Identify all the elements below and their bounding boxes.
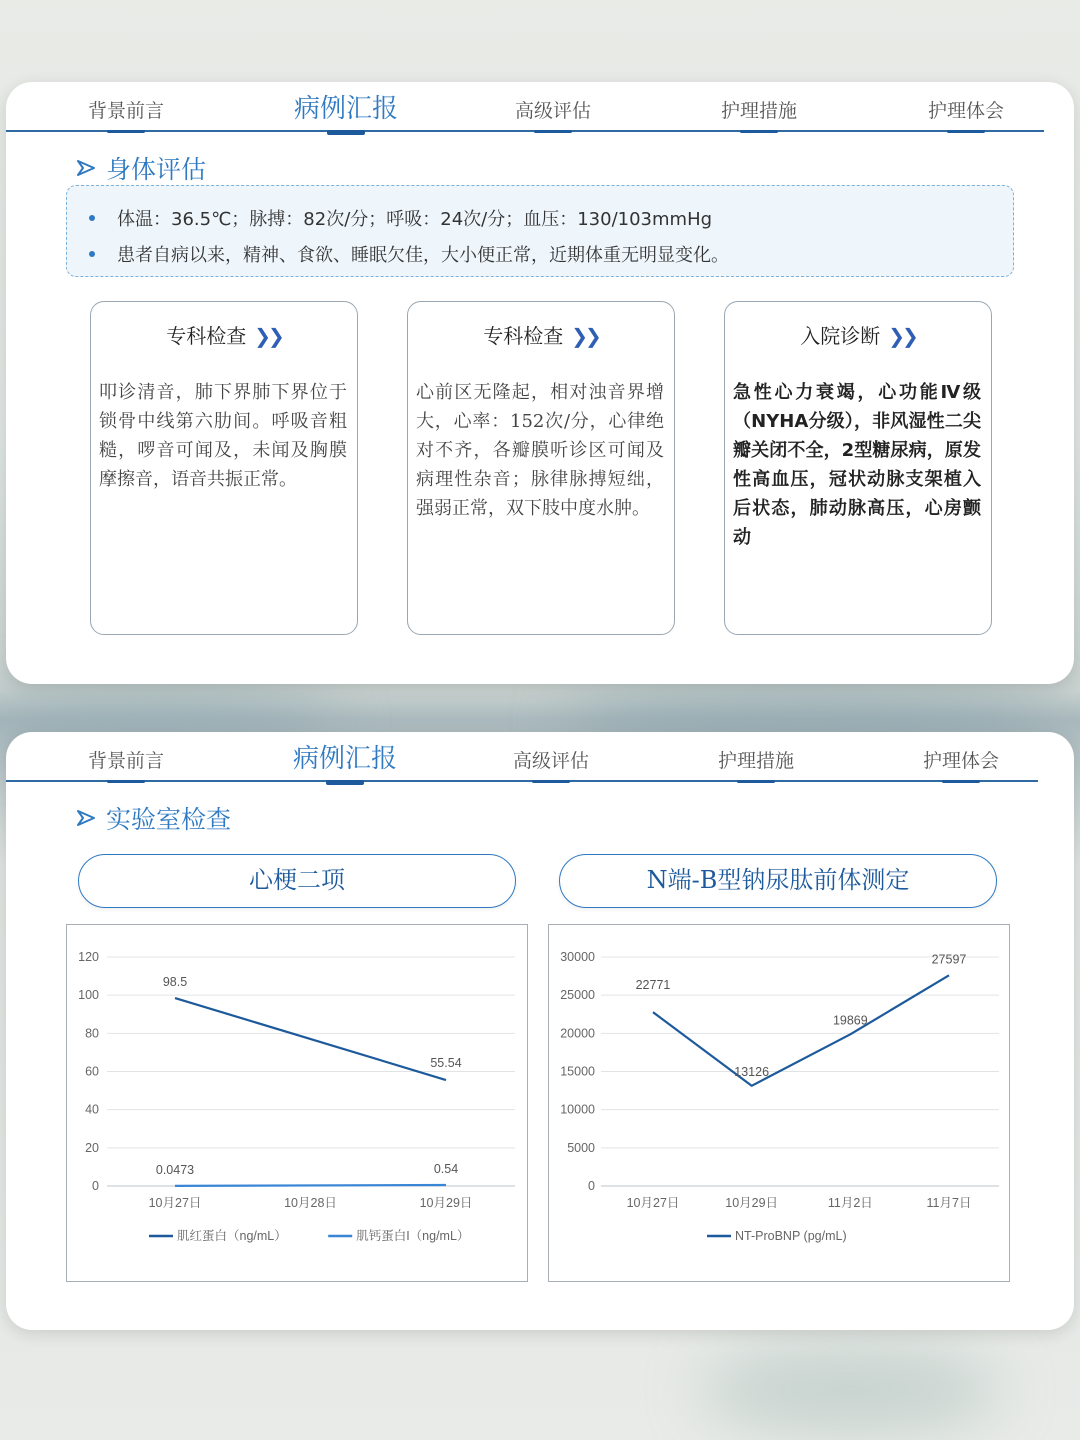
series-line (175, 1185, 446, 1186)
ntprobnp-chart-svg (549, 925, 1011, 1283)
section-title-text: 身体评估 (106, 155, 207, 184)
double-chevron-icon: ❯❯ (254, 324, 282, 348)
y-tick-label: 10000 (560, 1102, 595, 1117)
y-tick-label: 30000 (560, 950, 595, 964)
section-title-text: 实验室检查 (106, 805, 232, 834)
nav-marker (947, 130, 985, 133)
top-nav (6, 82, 1044, 132)
nav-marker-active (326, 780, 364, 785)
data-label: 0.54 (433, 1161, 459, 1176)
nav-tab-advanced-assessment[interactable]: 高级评估 (514, 100, 592, 122)
y-tick-label: 100 (78, 988, 99, 1003)
data-label: 22771 (635, 978, 671, 993)
nav-marker (740, 130, 778, 133)
y-tick-label: 80 (85, 1026, 99, 1041)
list-item (89, 200, 1013, 236)
ntprobnp-chart (548, 924, 1010, 1282)
y-tick-label: 5000 (567, 1140, 595, 1155)
vitals-box (66, 185, 1014, 277)
nav-marker-active (327, 130, 365, 135)
exam-card-title-text: 专科检查 (166, 324, 247, 348)
y-tick-label: 0 (92, 1179, 99, 1193)
y-tick-label: 15000 (560, 1064, 595, 1079)
exam-card-body: 叩诊清音，肺下界肺下界位于锁骨中线第六肋间。呼吸音粗糙，啰音可闻及，未闻及胸膜摩擦音，语音共振正常。 (99, 382, 347, 490)
y-tick-label: 120 (78, 950, 99, 964)
legend-label: NT-ProBNP (pg/mL) (735, 1229, 847, 1243)
nav-tab-case-report[interactable]: 病例汇报 (293, 94, 399, 124)
myocardial-markers-heading: 心梗二项 (78, 854, 516, 908)
data-label: 13126 (734, 1064, 770, 1079)
myocardial-chart-svg (67, 925, 529, 1283)
double-chevron-icon: ❯❯ (571, 324, 599, 348)
data-label: 19869 (832, 1013, 868, 1028)
nav-tab-nursing-measures[interactable]: 护理措施 (720, 100, 798, 122)
exam-card-title-text: 入院诊断 (800, 324, 881, 348)
data-label: 55.54 (430, 1056, 462, 1071)
x-tick-label: 10月28日 (284, 1196, 337, 1210)
arrow-right-icon (76, 808, 96, 828)
x-tick-label: 10月27日 (148, 1196, 202, 1210)
section-title (76, 800, 231, 836)
exam-card-heart (407, 301, 675, 635)
exam-card-lung (90, 301, 358, 635)
exam-card-title (408, 320, 674, 349)
y-tick-label: 25000 (560, 988, 595, 1003)
vitals-text: 体温：36.5℃；脉搏：82次/分；呼吸：24次/分；血压：130/103mmHg (117, 209, 713, 230)
bullet-icon (89, 251, 95, 257)
top-nav (6, 732, 1038, 782)
x-tick-label: 10月27日 (626, 1196, 680, 1210)
y-tick-label: 60 (85, 1064, 99, 1079)
exam-card-body: 急性心力衰竭，心功能Ⅳ级（NYHA分级），非风湿性二尖瓣关闭不全，2型糖尿病，原发性高血压，冠状动脉支架植入后状态，肺动脉高压，心房颤动 (733, 382, 981, 548)
section-title (76, 150, 206, 186)
exam-card-diagnosis (724, 301, 992, 635)
nav-marker (532, 780, 570, 783)
list-item (89, 236, 1013, 272)
y-tick-label: 20000 (560, 1026, 595, 1041)
nav-marker (737, 780, 775, 783)
nav-marker (107, 130, 145, 133)
y-tick-label: 40 (85, 1102, 99, 1117)
bullet-icon (89, 215, 95, 221)
y-tick-label: 20 (85, 1140, 99, 1155)
nav-tab-case-report[interactable]: 病例汇报 (292, 744, 398, 774)
exam-card-title (91, 320, 357, 349)
general-condition-text: 患者自病以来，精神、食欲、睡眠欠佳，大小便正常，近期体重无明显变化。 (117, 245, 729, 266)
arrow-right-icon (76, 158, 96, 178)
x-tick-label: 11月2日 (827, 1196, 873, 1210)
exam-card-title-text: 专科检查 (483, 324, 564, 348)
series-line (175, 998, 446, 1080)
x-tick-label: 10月29日 (725, 1196, 779, 1210)
ntprobnp-heading: N端-B型钠尿肽前体测定 (559, 854, 997, 908)
legend-label: 肌钙蛋白I（ng/mL） (356, 1229, 470, 1243)
nav-tab-nursing-reflection[interactable]: 护理体会 (922, 750, 1000, 772)
data-label: 27597 (931, 952, 967, 967)
exam-card-title (725, 320, 991, 349)
double-chevron-icon: ❯❯ (888, 324, 916, 348)
y-tick-label: 0 (588, 1179, 595, 1193)
series-line (653, 975, 949, 1085)
nav-marker (534, 130, 572, 133)
nav-marker (107, 780, 145, 783)
exam-card-body: 心前区无隆起，相对浊音界增大，心率：152次/分，心律绝对不齐，各瓣膜听诊区可闻及病理性杂音；脉律脉搏短绌，强弱正常，双下肢中度水肿。 (416, 382, 664, 519)
nav-tab-nursing-reflection[interactable]: 护理体会 (927, 100, 1005, 122)
data-label: 0.0473 (155, 1162, 195, 1177)
physical-assessment-slide (6, 82, 1074, 684)
background-blur (700, 1350, 1000, 1430)
x-tick-label: 11月7日 (926, 1196, 972, 1210)
nav-tab-background[interactable]: 背景前言 (87, 750, 165, 772)
nav-marker (942, 780, 980, 783)
data-label: 98.5 (162, 975, 188, 990)
lab-results-slide (6, 732, 1074, 1330)
x-tick-label: 10月29日 (419, 1196, 473, 1210)
nav-tab-nursing-measures[interactable]: 护理措施 (717, 750, 795, 772)
legend-label: 肌红蛋白（ng/mL） (177, 1229, 287, 1243)
myocardial-chart (66, 924, 528, 1282)
nav-tab-advanced-assessment[interactable]: 高级评估 (512, 750, 590, 772)
nav-tab-background[interactable]: 背景前言 (87, 100, 165, 122)
